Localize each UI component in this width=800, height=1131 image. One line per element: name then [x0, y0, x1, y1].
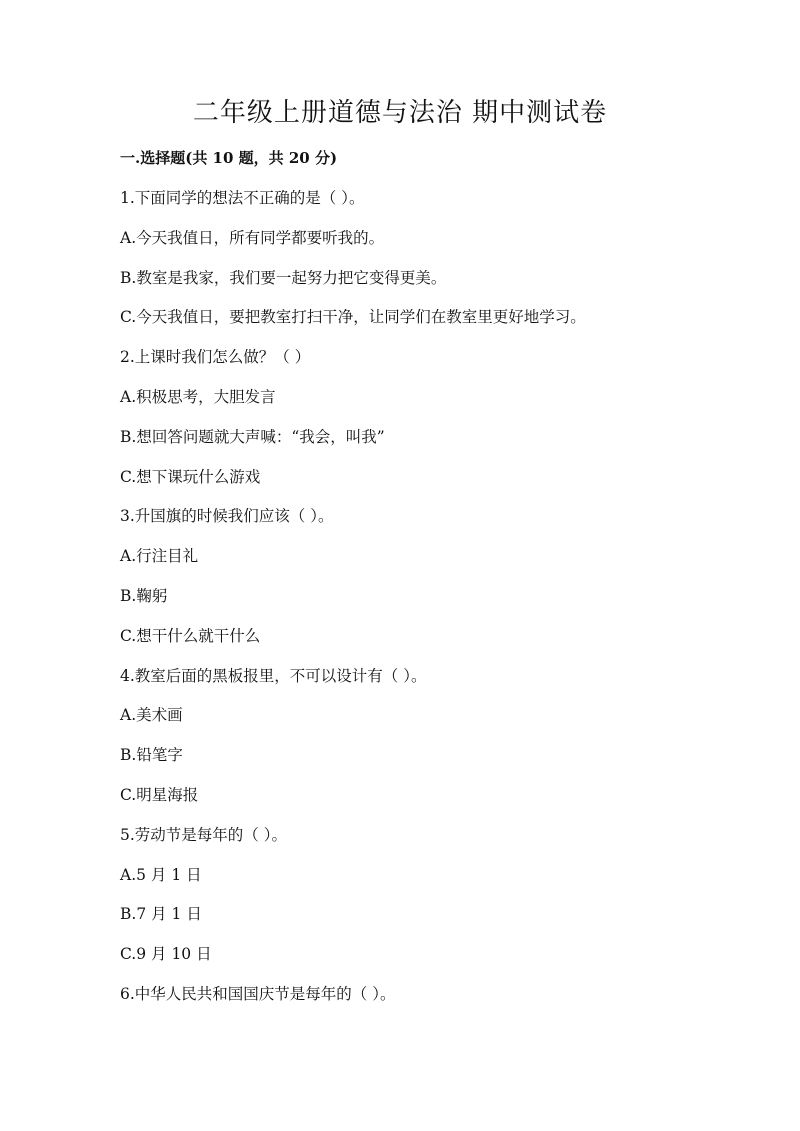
answer-option: C.9 月 10 日	[120, 945, 212, 964]
answer-option: C.想干什么就干什么	[120, 626, 261, 645]
answer-option: B.铅笔字	[120, 746, 183, 765]
answer-option: C.明星海报	[120, 785, 199, 804]
answer-option: A.行注目礼	[120, 547, 199, 566]
question-stem: 2.上课时我们怎么做？（ ）	[120, 348, 311, 367]
answer-option: B.鞠躬	[120, 586, 168, 605]
question-stem: 6.中华人民共和国国庆节是每年的（ ）。	[120, 984, 396, 1003]
answer-option: A.5 月 1 日	[120, 865, 202, 884]
answer-option: C.想下课玩什么游戏	[120, 467, 261, 486]
answer-option: C.今天我值日，要把教室打扫干净，让同学们在教室里更好地学习。	[120, 308, 586, 327]
question-stem: 4.教室后面的黑板报里，不可以设计有（ ）。	[120, 666, 427, 685]
page-title: 二年级上册道德与法治 期中测试卷	[192, 98, 608, 128]
question-stem: 3.升国旗的时候我们应该（ ）。	[120, 507, 334, 526]
answer-option: B.教室是我家，我们要一起努力把它变得更美。	[120, 268, 447, 287]
answer-option: B.想回答问题就大声喊：“我会，叫我”	[120, 427, 385, 446]
answer-option: B.7 月 1 日	[120, 905, 202, 924]
answer-option: A.积极思考，大胆发言	[120, 387, 276, 406]
section-heading: 一.选择题(共 10 题，共 20 分)	[120, 149, 338, 167]
question-stem: 5.劳动节是每年的（ ）。	[120, 825, 287, 844]
answer-option: A.美术画	[120, 706, 183, 725]
question-list	[120, 186, 720, 1022]
answer-option: A.今天我值日，所有同学都要听我的。	[120, 228, 385, 247]
question-stem: 1.下面同学的想法不正确的是（ ）。	[120, 189, 365, 207]
